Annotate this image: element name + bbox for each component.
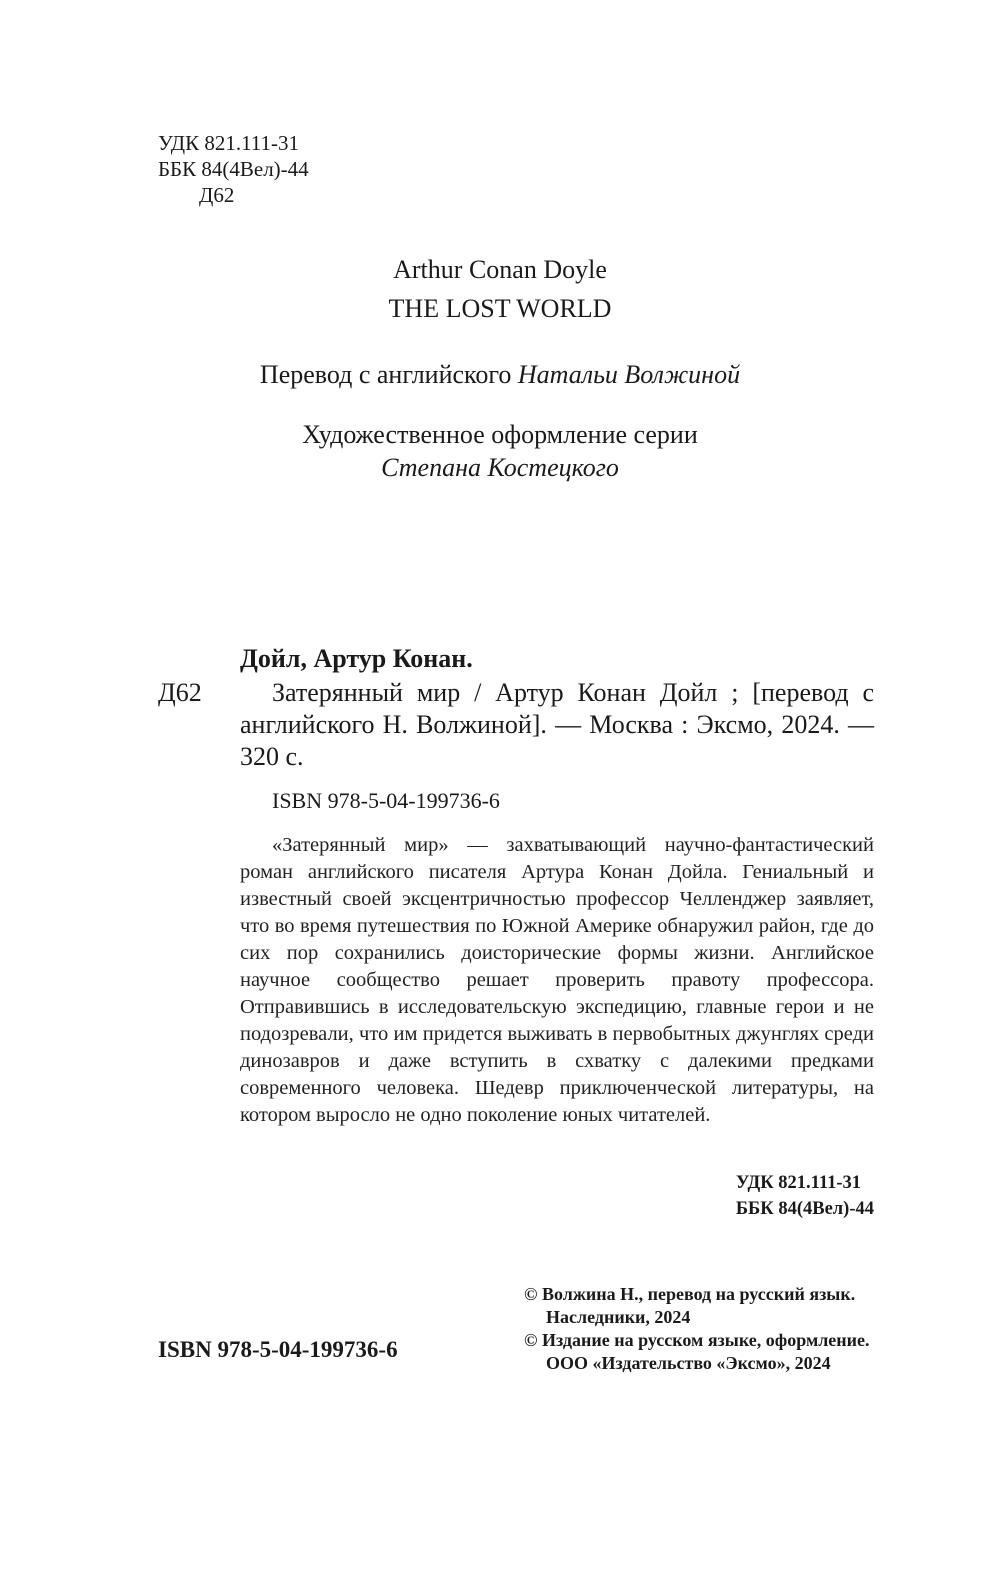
catalog-index: Д62 [158, 678, 202, 707]
translator-name: Натальи Волжиной [517, 360, 741, 389]
catalog-isbn: ISBN 978-5-04-199736-6 [272, 788, 500, 813]
original-author: Arthur Conan Doyle [393, 255, 607, 284]
catalog-author-heading: Дойл, Артур Конан. [240, 644, 473, 673]
book-annotation: «Затерянный мир» — захватывающий научно-фантастический роман английского писателя Артура Конан Дойла. Гениальный и известный своей эксцентричностью профессор Челленджер заявляет, что во время путешествия по Южной Америке обнаружил район, где до сих пор сохранились доисторические формы жизни. Английское научное сообщество решает проверить правоту профессора. Отправившись в исследовательскую экспедицию, главные герои и не подозревали, что им придется выживать в первобытных джунглях среди динозавров и даже вступить в схватку с далекими предками современного человека. Шедевр приключенческой литературы, на котором выросло не одно поколение юных читателей. [240, 834, 874, 1126]
design-artist: Степана Костецкого [381, 453, 619, 482]
udk-code: УДК 821.111-31 [158, 131, 300, 155]
isbn-bottom: ISBN 978-5-04-199736-6 [158, 1337, 398, 1362]
annotation-udk: УДК 821.111-31 [735, 1173, 862, 1193]
translation-prefix: Перевод с английского [259, 360, 518, 389]
author-sign: Д62 [199, 183, 235, 207]
copyright-translation-line1: © Волжина Н., перевод на русский язык. [524, 1284, 856, 1304]
annotation-bbk: ББК 84(4Вел)-44 [735, 1199, 874, 1219]
copyright-translation-line2: Наследники, 2024 [546, 1307, 691, 1327]
annotation-codes [736, 1170, 874, 1222]
copyright-edition-line1: © Издание на русском языке, оформление. [524, 1330, 870, 1350]
bbk-code: ББК 84(4Вел)-44 [158, 157, 309, 181]
copyright-edition-line2: ООО «Издательство «Эксмо», 2024 [546, 1353, 831, 1373]
top-classification-codes [158, 130, 309, 208]
design-credit-line: Художественное оформление серии [302, 420, 698, 449]
copyright-block [524, 1283, 870, 1375]
translation-credit [0, 360, 1000, 390]
catalog-description: Затерянный мир / Артур Конан Дойл ; [перевод с английского Н. Волжиной]. — Москва : Эксмо, 2024. — 320 с. [240, 678, 874, 771]
original-title: THE LOST WORLD [388, 294, 612, 323]
